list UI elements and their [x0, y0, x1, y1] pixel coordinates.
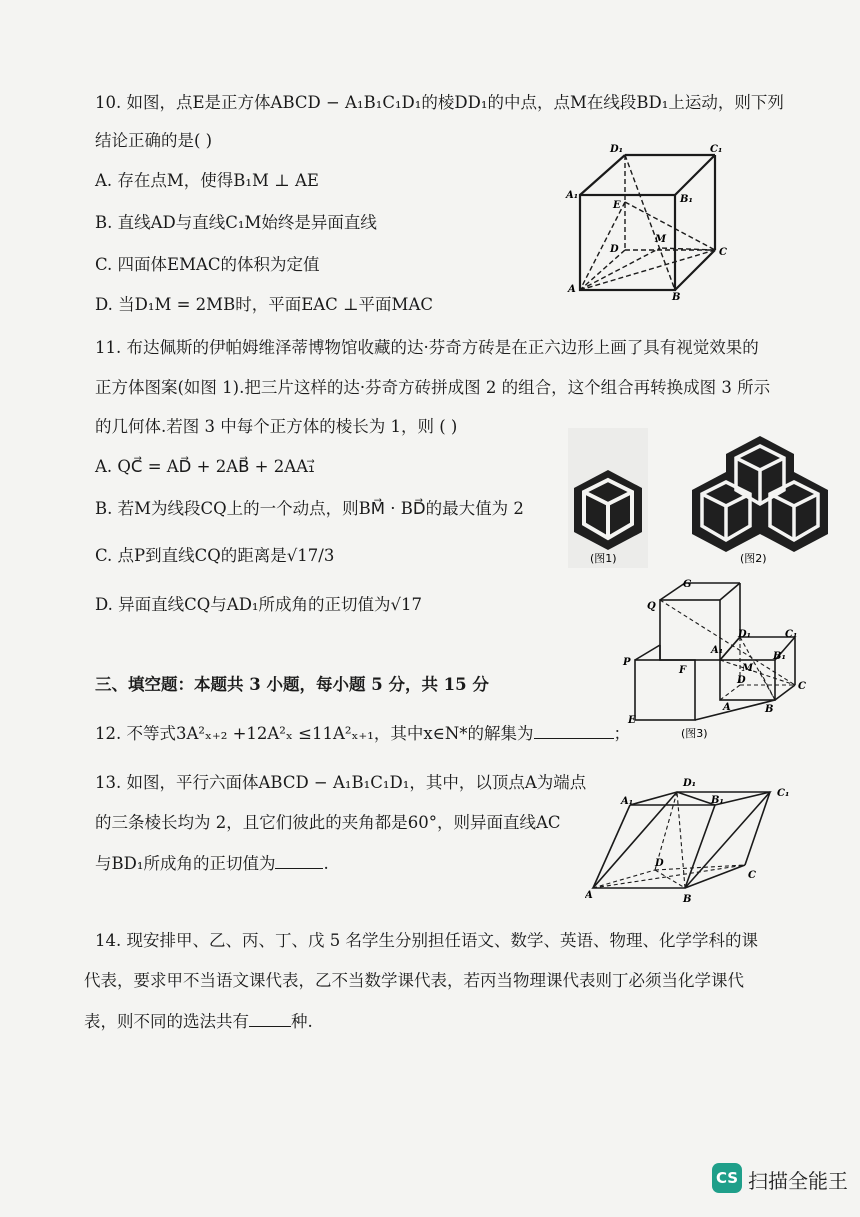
- q10-label-c: C: [719, 247, 727, 258]
- q11-caption-fig1: (图1): [590, 552, 617, 565]
- q13-line1: 13. 如图，平行六面体ABCD − A₁B₁C₁D₁，其中，以顶点A为端点: [95, 773, 587, 792]
- q10-label-c1: C₁: [710, 144, 723, 155]
- q11-fig3-label-m: M: [742, 663, 754, 674]
- q10-label-e: E: [613, 200, 621, 211]
- q13-tail: .: [323, 854, 329, 873]
- q10-label-b1: B₁: [680, 194, 693, 205]
- q12-tail: ；: [613, 724, 631, 743]
- q12-text: 12. 不等式3A²ₓ₊₂ +12A²ₓ ≤11A²ₓ₊₁，其中x∈N*的解集为: [95, 724, 534, 743]
- q10-stem-line1: 10. 如图，点E是正方体ABCD − A₁B₁C₁D₁的棱DD₁的中点，点M在线段BD₁上运动，则下列: [95, 93, 784, 112]
- q13-label-a: A: [585, 890, 593, 901]
- q11-fig3-label-a1: A₁: [711, 645, 724, 656]
- q11-fig3-label-c1: C₁: [785, 629, 798, 640]
- q13-answer-blank[interactable]: [275, 852, 323, 869]
- q13-label-a1: A₁: [621, 796, 634, 807]
- q13-label-c1: C₁: [777, 788, 790, 799]
- q11-stem-line3: 的几何体.若图 3 中每个正方体的棱长为 1，则 ( ): [95, 417, 458, 436]
- q11-fig3-label-a: A: [723, 702, 731, 713]
- q10-stem-line2: 结论正确的是( ): [95, 131, 213, 150]
- q13-label-d: D: [655, 858, 664, 869]
- q10-cube-figure: [560, 140, 730, 305]
- q10-option-a: A. 存在点M，使得B₁M ⊥ AE: [95, 171, 319, 190]
- q11-option-b: B. 若M为线段CQ上的一个动点，则BM⃗ · BD⃗的最大值为 2: [95, 499, 524, 518]
- q11-figure2-combo: [680, 428, 840, 568]
- q10-option-b: B. 直线AD与直线C₁M始终是异面直线: [95, 213, 377, 232]
- q13-parallelepiped-figure: [585, 770, 805, 905]
- q13-label-b1: B₁: [711, 795, 724, 806]
- q13-line2: 的三条棱长均为 2，且它们彼此的夹角都是60°，则异面直线AC: [95, 813, 561, 832]
- q14-line3: [84, 1010, 313, 1033]
- q11-fig3-label-b1: B₁: [773, 651, 786, 662]
- q11-fig3-label-c: C: [798, 681, 806, 692]
- q10-label-d1: D₁: [610, 144, 624, 155]
- q11-stem-line2: 正方体图案(如图 1).把三片这样的达·芬奇方砖拼成图 2 的组合，这个组合再转换成图 3 所示: [95, 378, 771, 397]
- q11-option-d: D. 异面直线CQ与AD₁所成角的正切值为√17: [95, 595, 423, 614]
- q10-option-d: D. 当D₁M = 2MB时，平面EAC ⊥平面MAC: [95, 295, 433, 314]
- q13-line3: [95, 852, 329, 875]
- q13-label-d1: D₁: [683, 778, 697, 789]
- q10-label-a1: A₁: [566, 190, 579, 201]
- q13-text: 与BD₁所成角的正切值为: [95, 854, 276, 873]
- q10-option-c: C. 四面体EMAC的体积为定值: [95, 255, 320, 274]
- q11-fig3-label-p: P: [623, 657, 631, 668]
- q11-fig3-label-e: E: [628, 715, 636, 726]
- q14-line2: 代表，要求甲不当语文课代表，乙不当数学课代表，若丙当物理课代表则丁必须当化学课代: [84, 971, 744, 990]
- q14-tail: 种.: [291, 1012, 313, 1031]
- q11-fig3-label-d: D: [737, 675, 746, 686]
- q14-answer-blank[interactable]: [249, 1010, 291, 1027]
- q10-label-a: A: [568, 284, 576, 295]
- section-3-heading: 三、填空题：本题共 3 小题，每小题 5 分，共 15 分: [95, 675, 489, 694]
- q12-line: [95, 722, 630, 745]
- q11-option-c: C. 点P到直线CQ的距离是√17/3: [95, 546, 335, 565]
- q11-stem-line1: 11. 布达佩斯的伊帕姆维泽蒂博物馆收藏的达·芬奇方砖是在正六边形上画了具有视觉效果的: [95, 338, 759, 357]
- q11-option-a: A. QC⃗ = AD⃗ + 2AB⃗ + 2AA₁⃗: [95, 457, 315, 476]
- q11-fig3-label-g: G: [683, 579, 692, 590]
- q10-label-b: B: [672, 292, 681, 303]
- q11-caption-fig3: (图3): [681, 727, 708, 740]
- q11-figure3-solid: [615, 575, 815, 740]
- q10-label-d: D: [610, 244, 619, 255]
- q10-label-m: M: [655, 234, 667, 245]
- q13-label-c: C: [748, 870, 756, 881]
- q11-caption-fig2: (图2): [740, 552, 767, 565]
- q11-fig3-label-b: B: [765, 704, 774, 715]
- q13-label-b: B: [683, 894, 692, 905]
- q11-figure1-tile: [568, 428, 648, 568]
- q11-fig3-label-f: F: [679, 665, 687, 676]
- camscanner-logo-icon: CS: [712, 1163, 742, 1193]
- q11-fig3-label-d1: D₁: [738, 629, 752, 640]
- q12-answer-blank[interactable]: [534, 722, 614, 739]
- q14-text: 表，则不同的选法共有: [84, 1012, 249, 1031]
- q14-line1: 14. 现安排甲、乙、丙、丁、戊 5 名学生分别担任语文、数学、英语、物理、化学学科的课: [95, 931, 758, 950]
- camscanner-watermark-text: 扫描全能王: [748, 1169, 848, 1193]
- q11-fig3-label-q: Q: [647, 601, 656, 612]
